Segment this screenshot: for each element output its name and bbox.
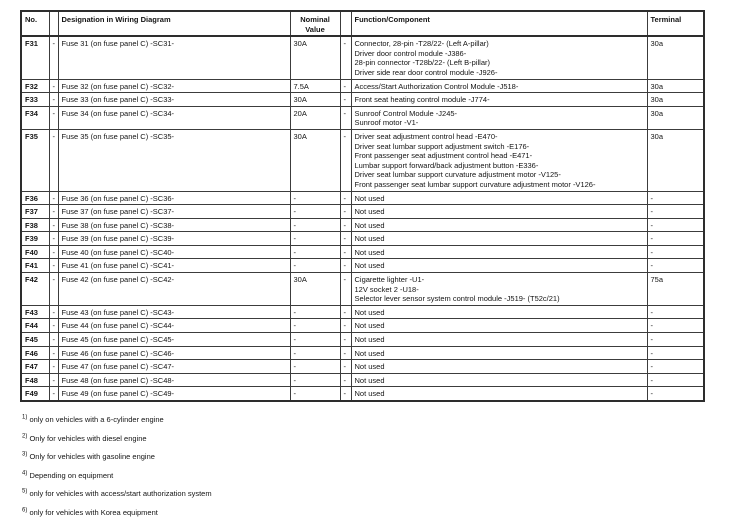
function-line: Not used (354, 193, 385, 203)
footnote-marker: 1) (22, 414, 28, 421)
fuse-table (20, 10, 705, 402)
footnote (22, 471, 731, 480)
dash-cell: - (340, 232, 351, 246)
function-line: Not used (354, 247, 385, 257)
header-designation: Designation in Wiring Diagram (58, 11, 290, 36)
dash-cell: - (340, 305, 351, 319)
table-row (21, 106, 704, 129)
designation-cell: Fuse 42 (on fuse panel C) -SC42- (58, 273, 290, 306)
header-separator-cell (49, 11, 58, 36)
nominal-value-cell: - (290, 373, 340, 387)
fuse-number-cell: F31 (21, 36, 49, 79)
designation-cell: Fuse 32 (on fuse panel C) -SC32- (58, 79, 290, 93)
nominal-value-cell: - (290, 360, 340, 374)
terminal-cell: 30a (647, 129, 704, 191)
terminal-cell: - (647, 346, 704, 360)
table-row (21, 129, 704, 191)
nominal-value-cell: - (290, 191, 340, 205)
dash-cell: - (340, 360, 351, 374)
fuse-number-cell: F47 (21, 360, 49, 374)
footnote (22, 508, 731, 517)
fuse-number-cell: F36 (21, 191, 49, 205)
dash-cell: - (340, 273, 351, 306)
terminal-cell: - (647, 191, 704, 205)
terminal-cell: - (647, 305, 704, 319)
designation-cell: Fuse 37 (on fuse panel C) -SC37- (58, 205, 290, 219)
fuse-number-cell: F49 (21, 387, 49, 401)
nominal-value-cell: - (290, 245, 340, 259)
header-no: No. (21, 11, 49, 36)
fuse-number-cell: F39 (21, 232, 49, 246)
fuse-table-body (21, 36, 704, 401)
dash-cell: - (49, 373, 58, 387)
function-component-cell (351, 245, 647, 259)
table-row (21, 273, 704, 306)
function-line: Not used (354, 348, 385, 358)
function-line: Driver seat lumbar support adjustment switch -E176- (354, 141, 530, 151)
footnote-text: Only for vehicles with gasoline engine (29, 452, 155, 461)
function-component-cell (351, 93, 647, 107)
nominal-value-cell: - (290, 346, 340, 360)
nominal-value-cell: - (290, 333, 340, 347)
table-row (21, 387, 704, 401)
dash-cell: - (340, 205, 351, 219)
function-component-cell (351, 191, 647, 205)
designation-cell: Fuse 48 (on fuse panel C) -SC48- (58, 373, 290, 387)
dash-cell: - (340, 259, 351, 273)
terminal-cell: - (647, 259, 704, 273)
function-component-cell (351, 205, 647, 219)
function-line: Sunroof motor -V1- (354, 118, 419, 128)
fuse-number-cell: F33 (21, 93, 49, 107)
footnote-marker: 4) (22, 470, 28, 476)
dash-cell: - (49, 333, 58, 347)
fuse-number-cell: F41 (21, 259, 49, 273)
terminal-cell: - (647, 245, 704, 259)
dash-cell: - (49, 36, 58, 79)
function-line: Lumbar support forward/back adjustment button -E336- (354, 160, 539, 170)
fuse-number-cell: F32 (21, 79, 49, 93)
dash-cell: - (340, 191, 351, 205)
function-line: 28-pin connector -T28b/22- (Left B-pillar) (354, 58, 490, 68)
dash-cell: - (49, 218, 58, 232)
fuse-number-cell: F46 (21, 346, 49, 360)
footnote-text: only on vehicles with a 6-cylinder engine (29, 415, 164, 424)
table-row (21, 93, 704, 107)
terminal-cell: 30a (647, 93, 704, 107)
dash-cell: - (340, 346, 351, 360)
footnote-text: only for vehicles with Korea equipment (29, 507, 158, 517)
function-component-cell (351, 346, 647, 360)
dash-cell: - (49, 245, 58, 259)
nominal-value-cell: - (290, 305, 340, 319)
table-row (21, 218, 704, 232)
function-line: 12V socket 2 -U18- (354, 284, 419, 294)
terminal-cell: - (647, 333, 704, 347)
footnote (22, 452, 731, 461)
function-component-cell (351, 373, 647, 387)
footnote-text: Depending on equipment (29, 470, 114, 480)
table-row (21, 319, 704, 333)
nominal-value-cell: - (290, 205, 340, 219)
function-component-cell (351, 305, 647, 319)
dash-cell: - (49, 273, 58, 306)
table-row (21, 333, 704, 347)
table-row (21, 79, 704, 93)
dash-cell: - (49, 232, 58, 246)
terminal-cell: - (647, 360, 704, 374)
terminal-cell: - (647, 387, 704, 401)
footnotes (22, 415, 731, 517)
function-line: Not used (354, 375, 385, 385)
designation-cell: Fuse 39 (on fuse panel C) -SC39- (58, 232, 290, 246)
footnote-marker: 5) (22, 488, 28, 495)
nominal-value-cell: - (290, 319, 340, 333)
header-terminal: Terminal (647, 11, 704, 36)
fuse-number-cell: F45 (21, 333, 49, 347)
footnote-text: Only for vehicles with diesel engine (29, 433, 147, 443)
dash-cell: - (340, 36, 351, 79)
function-line: Connector, 28-pin -T28/22- (Left A-pillar) (354, 39, 489, 49)
dash-cell: - (340, 93, 351, 107)
header-nominal-value: Nominal Value (290, 11, 340, 36)
function-component-cell (351, 129, 647, 191)
dash-cell: - (340, 218, 351, 232)
footnote-marker: 3) (22, 451, 28, 458)
table-row (21, 245, 704, 259)
dash-cell: - (49, 106, 58, 129)
dash-cell: - (49, 387, 58, 401)
designation-cell: Fuse 45 (on fuse panel C) -SC45- (58, 333, 290, 347)
table-row (21, 346, 704, 360)
fuse-number-cell: F35 (21, 129, 49, 191)
function-line: Not used (354, 307, 385, 317)
designation-cell: Fuse 38 (on fuse panel C) -SC38- (58, 218, 290, 232)
terminal-cell: 30a (647, 106, 704, 129)
function-component-cell (351, 36, 647, 79)
function-line: Access/Start Authorization Control Module -J518- (354, 81, 519, 91)
manual-page (0, 10, 731, 516)
function-component-cell (351, 333, 647, 347)
terminal-cell: - (647, 373, 704, 387)
dash-cell: - (340, 245, 351, 259)
function-component-cell (351, 259, 647, 273)
designation-cell: Fuse 36 (on fuse panel C) -SC36- (58, 191, 290, 205)
nominal-value-cell: - (290, 259, 340, 273)
function-line: Front passenger seat lumbar support curvature adjustment motor -V126- (354, 179, 596, 189)
nominal-value-cell: - (290, 387, 340, 401)
dash-cell: - (340, 319, 351, 333)
dash-cell: - (340, 129, 351, 191)
fuse-number-cell: F42 (21, 273, 49, 306)
footnote (22, 415, 731, 424)
function-line: Selector lever sensor system control module -J519- (T52c/21) (354, 294, 560, 304)
footnote-marker: 6) (22, 507, 28, 513)
dash-cell: - (340, 333, 351, 347)
dash-cell: - (49, 319, 58, 333)
designation-cell: Fuse 35 (on fuse panel C) -SC35- (58, 129, 290, 191)
dash-cell: - (49, 360, 58, 374)
table-row (21, 191, 704, 205)
designation-cell: Fuse 33 (on fuse panel C) -SC33- (58, 93, 290, 107)
terminal-cell: - (647, 205, 704, 219)
footnote (22, 489, 731, 498)
dash-cell: - (49, 259, 58, 273)
table-row (21, 360, 704, 374)
nominal-value-cell: 7.5A (290, 79, 340, 93)
dash-cell: - (49, 79, 58, 93)
fuse-table-header (21, 11, 704, 36)
function-line: Not used (354, 234, 385, 244)
fuse-number-cell: F34 (21, 106, 49, 129)
header-row (21, 11, 704, 36)
fuse-number-cell: F38 (21, 218, 49, 232)
function-line: Cigarette lighter -U1- (354, 275, 425, 285)
fuse-number-cell: F37 (21, 205, 49, 219)
function-component-cell (351, 319, 647, 333)
designation-cell: Fuse 40 (on fuse panel C) -SC40- (58, 245, 290, 259)
nominal-value-cell: 30A (290, 129, 340, 191)
function-line: Sunroof Control Module -J245- (354, 108, 458, 118)
dash-cell: - (340, 373, 351, 387)
function-line: Front seat heating control module -J774- (354, 95, 490, 105)
function-line: Not used (354, 207, 385, 217)
dash-cell: - (49, 129, 58, 191)
function-component-cell (351, 232, 647, 246)
nominal-value-cell: 30A (290, 36, 340, 79)
header-separator-cell-2 (340, 11, 351, 36)
dash-cell: - (49, 346, 58, 360)
fuse-number-cell: F40 (21, 245, 49, 259)
function-component-cell (351, 387, 647, 401)
table-row (21, 259, 704, 273)
designation-cell: Fuse 41 (on fuse panel C) -SC41- (58, 259, 290, 273)
function-line: Driver side rear door control module -J926- (354, 67, 498, 77)
table-row (21, 205, 704, 219)
function-line: Not used (354, 220, 385, 230)
function-component-cell (351, 273, 647, 306)
table-row (21, 36, 704, 79)
fuse-number-cell: F48 (21, 373, 49, 387)
dash-cell: - (49, 93, 58, 107)
function-line: Not used (354, 362, 385, 372)
terminal-cell: - (647, 319, 704, 333)
function-line: Driver seat adjustment control head -E470- (354, 131, 498, 141)
function-component-cell (351, 218, 647, 232)
designation-cell: Fuse 43 (on fuse panel C) -SC43- (58, 305, 290, 319)
designation-cell: Fuse 44 (on fuse panel C) -SC44- (58, 319, 290, 333)
nominal-value-cell: 30A (290, 93, 340, 107)
table-row (21, 232, 704, 246)
fuse-number-cell: F44 (21, 319, 49, 333)
function-component-cell (351, 79, 647, 93)
designation-cell: Fuse 46 (on fuse panel C) -SC46- (58, 346, 290, 360)
dash-cell: - (49, 191, 58, 205)
nominal-value-cell: - (290, 232, 340, 246)
nominal-value-cell: 20A (290, 106, 340, 129)
designation-cell: Fuse 34 (on fuse panel C) -SC34- (58, 106, 290, 129)
function-line: Not used (354, 321, 385, 331)
designation-cell: Fuse 47 (on fuse panel C) -SC47- (58, 360, 290, 374)
designation-cell: Fuse 49 (on fuse panel C) -SC49- (58, 387, 290, 401)
nominal-value-cell: 30A (290, 273, 340, 306)
function-line: Not used (354, 261, 385, 271)
terminal-cell: 75a (647, 273, 704, 306)
dash-cell: - (340, 106, 351, 129)
function-component-cell (351, 360, 647, 374)
terminal-cell: 30a (647, 36, 704, 79)
dash-cell: - (49, 305, 58, 319)
table-row (21, 305, 704, 319)
function-line: Not used (354, 389, 385, 399)
function-line: Driver seat lumbar support curvature adjustment motor -V125- (354, 170, 561, 180)
terminal-cell: - (647, 232, 704, 246)
function-line: Front passenger seat adjustment control head -E471- (354, 151, 533, 161)
dash-cell: - (340, 79, 351, 93)
footnote-marker: 2) (22, 433, 28, 439)
terminal-cell: - (647, 218, 704, 232)
designation-cell: Fuse 31 (on fuse panel C) -SC31- (58, 36, 290, 79)
table-row (21, 373, 704, 387)
footnote (22, 434, 731, 443)
function-component-cell (351, 106, 647, 129)
function-line: Not used (354, 335, 385, 345)
dash-cell: - (340, 387, 351, 401)
header-function-component: Function/Component (351, 11, 647, 36)
function-line: Driver door control module -J386- (354, 48, 467, 58)
dash-cell: - (49, 205, 58, 219)
nominal-value-cell: - (290, 218, 340, 232)
terminal-cell: 30a (647, 79, 704, 93)
footnote-text: only for vehicles with access/start authorization system (29, 489, 212, 498)
fuse-number-cell: F43 (21, 305, 49, 319)
